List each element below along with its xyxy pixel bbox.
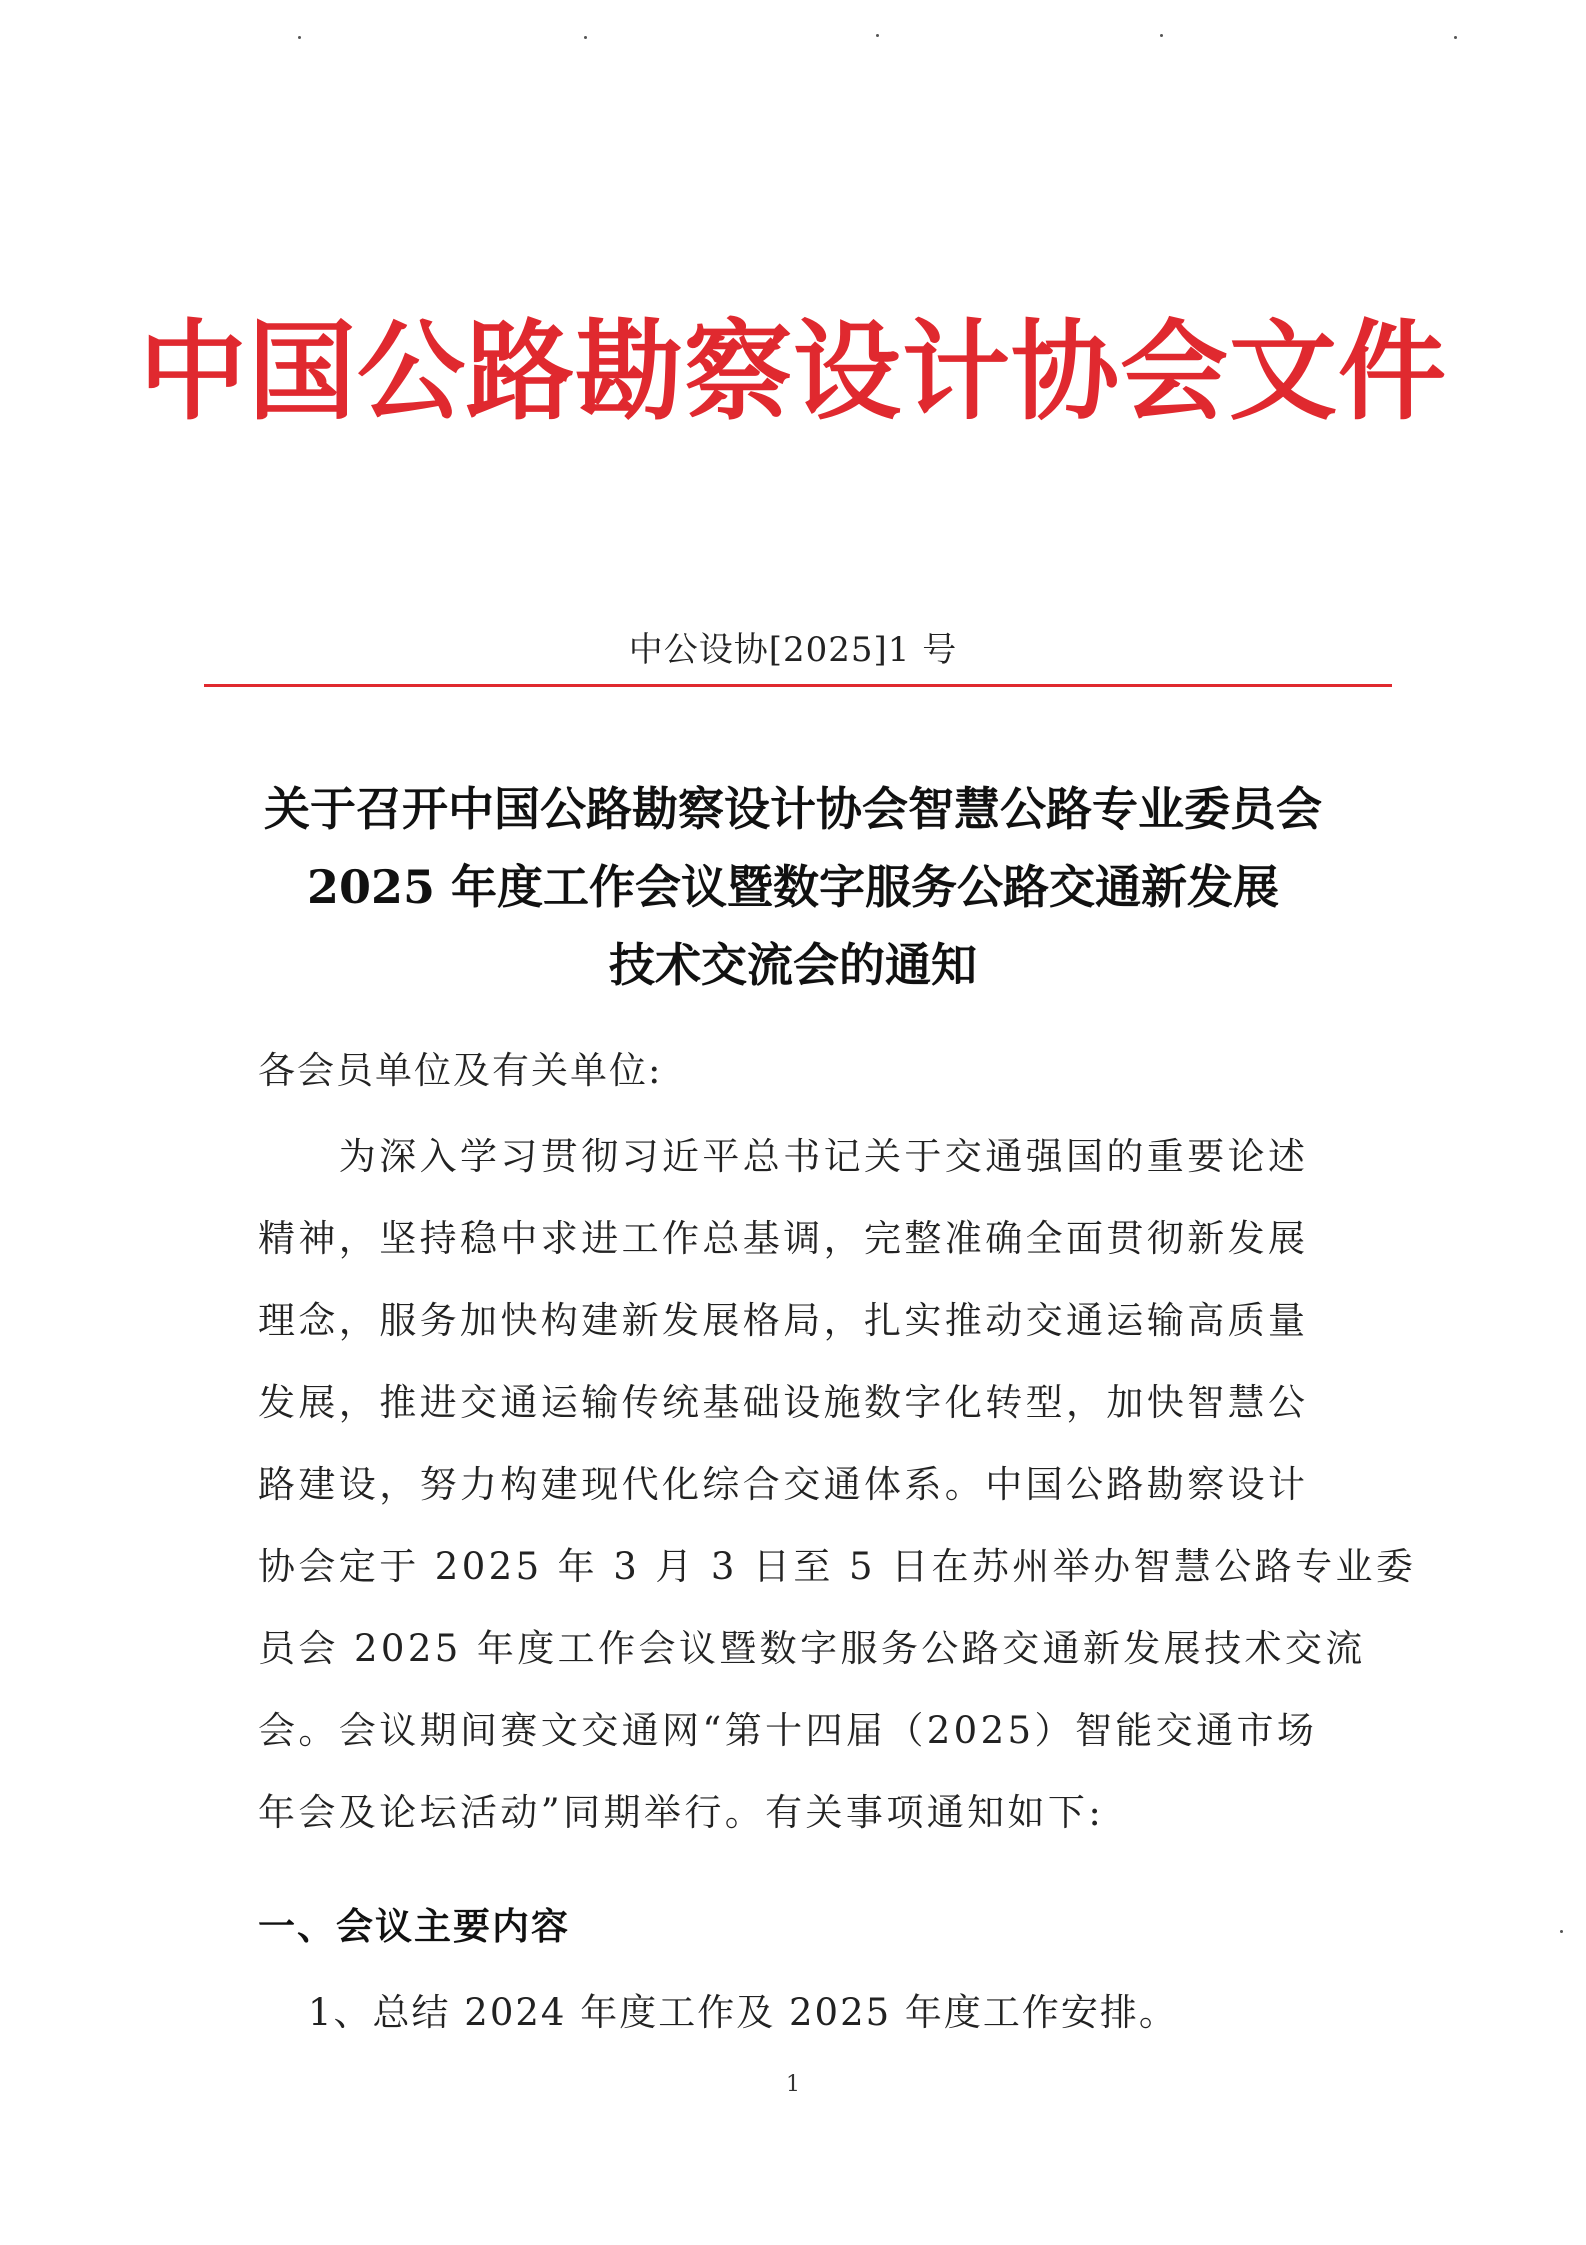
page-number: 1	[786, 2072, 800, 2097]
paragraph-line: 为深入学习贯彻习近平总书记关于交通强国的重要论述	[258, 1135, 1309, 1178]
paragraph-line: 路建设，努力构建现代化综合交通体系。中国公路勘察设计	[258, 1463, 1309, 1506]
document-number: 中公设协[2025]1 号	[628, 630, 958, 670]
scan-speck	[584, 36, 587, 39]
scan-speck	[298, 36, 301, 39]
notice-title-line: 技术交流会的通知	[609, 938, 977, 992]
scan-speck	[1454, 36, 1457, 39]
scan-speck	[1560, 1930, 1563, 1933]
paragraph-line: 精神，坚持稳中求进工作总基调，完整准确全面贯彻新发展	[258, 1217, 1309, 1260]
paragraph-line: 理念，服务加快构建新发展格局，扎实推动交通运输高质量	[258, 1299, 1309, 1342]
section-heading: 一、会议主要内容	[258, 1904, 570, 1948]
letterhead-red-divider	[204, 684, 1392, 687]
salutation: 各会员单位及有关单位:	[258, 1049, 663, 1092]
notice-title	[0, 770, 1586, 1004]
paragraph-line: 发展，推进交通运输传统基础设施数字化转型，加快智慧公	[258, 1381, 1309, 1424]
paragraph-line: 协会定于 2025 年 3 月 3 日至 5 日在苏州举办智慧公路专业委	[258, 1545, 1417, 1588]
notice-title-line: 2025 年度工作会议暨数字服务公路交通新发展	[306, 860, 1280, 914]
scan-speck	[1160, 34, 1163, 37]
paragraph-line: 会。会议期间赛文交通网“第十四届（2025）智能交通市场	[258, 1709, 1318, 1752]
paragraph-line: 年会及论坛活动”同期举行。有关事项通知如下:	[258, 1791, 1105, 1834]
body-paragraph	[258, 1116, 1417, 1854]
notice-title-line: 关于召开中国公路勘察设计协会智慧公路专业委员会	[264, 782, 1322, 836]
scan-speck	[876, 34, 879, 37]
list-item: 1、总结 2024 年度工作及 2025 年度工作安排。	[308, 1991, 1178, 2034]
paragraph-line: 员会 2025 年度工作会议暨数字服务公路交通新发展技术交流	[258, 1627, 1366, 1670]
organization-letterhead-title: 中国公路勘察设计协会文件	[138, 309, 1447, 435]
